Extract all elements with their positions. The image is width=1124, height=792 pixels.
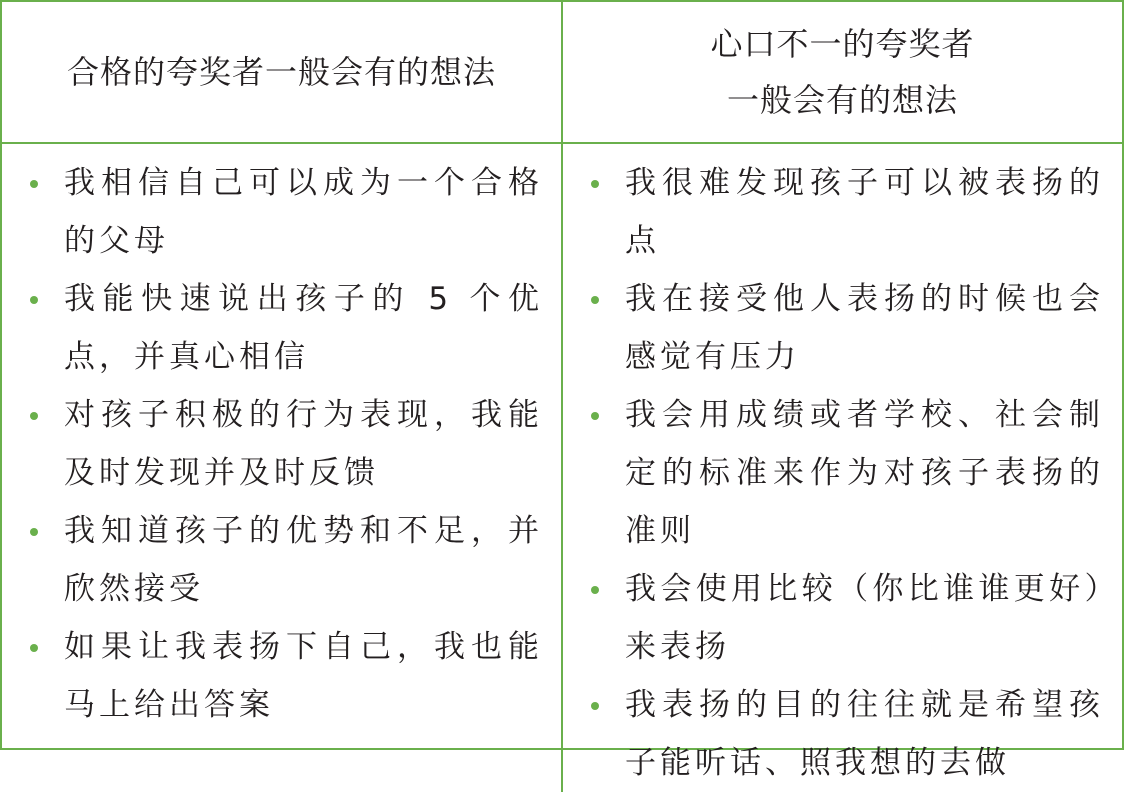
header-line: 一般会有的想法	[726, 81, 958, 119]
list-item-text: 如果让我表扬下自己，我也能马上给出答案	[64, 629, 543, 723]
list-item-text: 我知道孩子的优势和不足，并欣然接受	[64, 513, 543, 607]
list-item-text: 我很难发现孩子可以被表扬的点	[625, 165, 1104, 259]
list-item	[2, 618, 561, 734]
list-item-text: 我在接受他人表扬的时候也会感觉有压力	[625, 281, 1104, 375]
header-line: 合格的夸奖者一般会有的想法	[66, 53, 496, 91]
bullet-icon	[30, 644, 38, 652]
bullet-icon	[30, 180, 38, 188]
bullet-icon	[591, 412, 599, 420]
bullet-icon	[30, 296, 38, 304]
list-item	[2, 502, 561, 618]
list-item	[563, 270, 1122, 386]
list-item	[2, 270, 561, 386]
list-item	[563, 154, 1122, 270]
list-item-text: 我相信自己可以成为一个合格的父母	[64, 165, 543, 259]
header-qualified-praiser	[2, 2, 563, 144]
list-item-text: 我能快速说出孩子的 5 个优点，并真心相信	[64, 281, 543, 375]
list-item-text: 我会用成绩或者学校、社会制定的标准来作为对孩子表扬的准则	[625, 397, 1104, 549]
bullet-icon	[30, 412, 38, 420]
column-qualified-praiser	[2, 144, 563, 792]
list-item	[2, 154, 561, 270]
list-item	[563, 676, 1122, 792]
list-item-text: 我会使用比较（你比谁谁更好）来表扬	[625, 571, 1104, 665]
list-item	[563, 386, 1122, 560]
list-item-text: 对孩子积极的行为表现，我能及时发现并及时反馈	[64, 397, 543, 491]
list-item-text: 我表扬的目的往往就是希望孩子能听话、照我想的去做	[625, 687, 1104, 781]
list-item	[563, 560, 1122, 676]
bullet-icon	[30, 528, 38, 536]
bullet-list	[2, 154, 561, 734]
column-insincere-praiser	[563, 144, 1122, 792]
bullet-list	[563, 154, 1122, 792]
bullet-icon	[591, 586, 599, 594]
bullet-icon	[591, 180, 599, 188]
bullet-icon	[591, 702, 599, 710]
header-line: 心口不一的夸奖者	[710, 25, 975, 63]
bullet-icon	[591, 296, 599, 304]
header-insincere-praiser	[563, 2, 1122, 144]
list-item	[2, 386, 561, 502]
